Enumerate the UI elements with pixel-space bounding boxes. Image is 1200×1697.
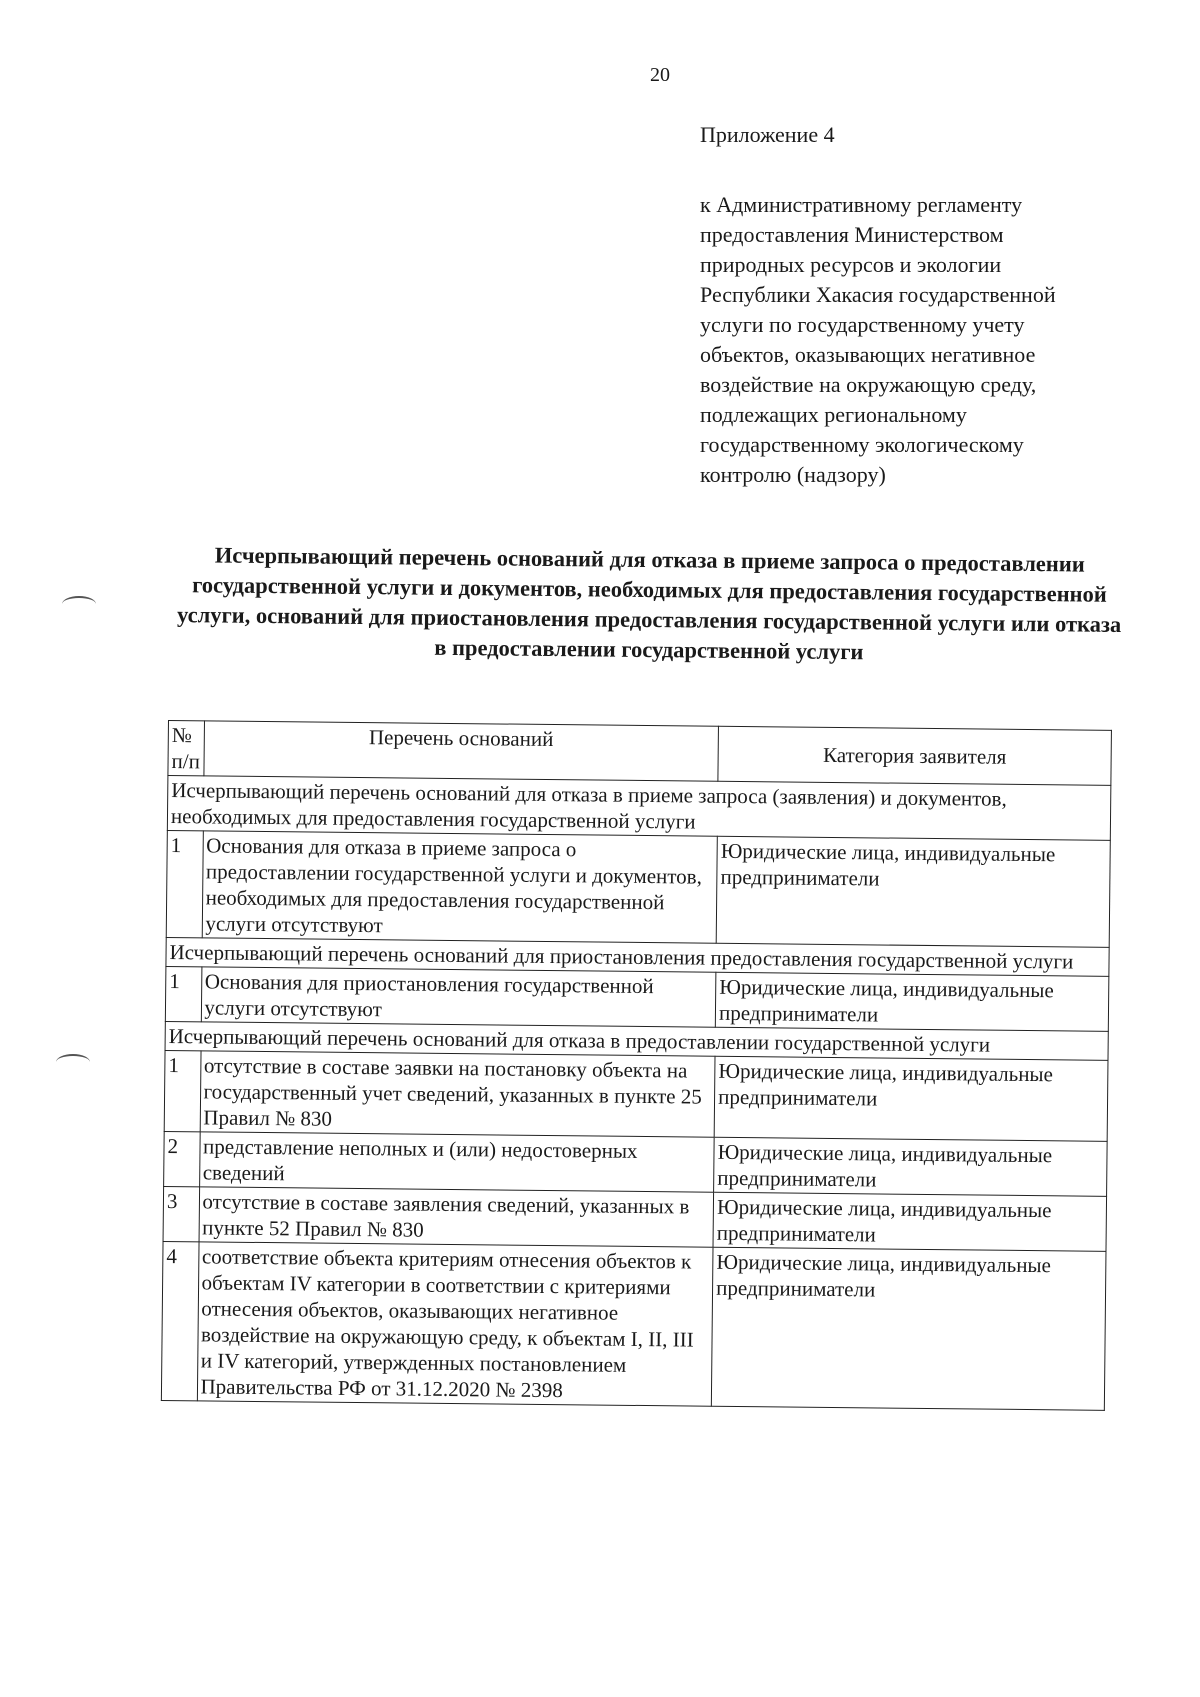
document-title: Исчерпывающий перечень оснований для отказа в приеме запроса о предоставлении государственной услуги и документов, необходимых для предоставления государственной услуги, оснований для приостановления предоставления государственной услуги или отказа в предоставлении государственной услуги: [176, 542, 1122, 665]
header-basis: Перечень оснований: [203, 721, 718, 781]
section-row: [167, 776, 1111, 841]
reasons-table: [161, 720, 1112, 1411]
table-header-row: [168, 721, 1112, 786]
row-category: Юридические лица, индивидуальные предприниматели: [715, 972, 1108, 1031]
row-basis: Основания для приостановления государственной услуги отсутствуют: [201, 967, 716, 1027]
punch-hole-mark-bottom: [56, 1054, 90, 1070]
table-row: [161, 1241, 1106, 1410]
header-category: Категория заявителя: [718, 726, 1111, 785]
row-category: Юридические лица, индивидуальные предприниматели: [713, 1192, 1106, 1251]
reference-line: к Административному регламенту: [700, 192, 1023, 217]
reference-line: контролю (надзору): [700, 462, 886, 487]
table-row: [166, 830, 1110, 947]
reference-line: объектов, оказывающих негативное: [700, 342, 1036, 367]
row-num: 3: [163, 1186, 199, 1241]
row-basis: отсутствие в составе заявления сведений, указанных в пункте 52 Правил № 830: [199, 1187, 714, 1247]
table-row: [164, 1131, 1108, 1196]
row-basis: соответствие объекта критериям отнесения объектов к объектам IV категории в соответствии с критериями отнесения объектов, оказывающих негативное воздействие на окружающую среду, к объектам I, II, III и IV категорий, утвержденных постановлением Правительства РФ от 31.12.2020 № 2398: [197, 1242, 713, 1406]
reference-line: подлежащих региональному: [700, 402, 967, 427]
row-basis: Основания для отказа в приеме запроса о предоставлении государственной услуги и документов, необходимых для предоставления государственной услуги отсутствуют: [202, 831, 718, 943]
row-basis: представление неполных и (или) недостоверных сведений: [199, 1132, 714, 1192]
punch-hole-mark-top: [62, 596, 96, 612]
reference-line: Республики Хакасия государственной: [700, 282, 1056, 307]
reference-line: государственному экологическому: [700, 432, 1024, 457]
row-category: Юридические лица, индивидуальные предприниматели: [714, 1137, 1107, 1196]
table-row: [165, 966, 1109, 1031]
row-num: 1: [166, 830, 203, 937]
section-title: Исчерпывающий перечень оснований для отказа в предоставлении государственной услуги: [165, 1021, 1108, 1060]
row-num: 2: [164, 1131, 200, 1186]
section-title: Исчерпывающий перечень оснований для отказа в приеме запроса (заявления) и документов, необходимых для предоставления государственной услуги: [167, 776, 1111, 841]
row-num: 1: [164, 1050, 200, 1131]
table-row: [163, 1186, 1107, 1251]
appendix-reference: [700, 190, 1140, 490]
reference-line: услуги по государственному учету: [700, 312, 1025, 337]
appendix-label: Приложение 4: [700, 122, 835, 147]
section-title: Исчерпывающий перечень оснований для приостановления предоставления государственной услуги: [166, 937, 1109, 976]
row-category: Юридические лица, индивидуальные предприниматели: [711, 1247, 1106, 1410]
reference-line: предоставления Министерством: [700, 222, 1004, 247]
row-basis: отсутствие в составе заявки на постановку объекта на государственный учет сведений, указанных в пункте 25 Правил № 830: [200, 1051, 715, 1137]
reference-line: воздействие на окружающую среду,: [700, 372, 1037, 397]
header-num: № п/п: [168, 721, 204, 776]
row-num: 1: [165, 966, 201, 1021]
row-num: 4: [161, 1241, 198, 1400]
reference-line: природных ресурсов и экологии: [700, 252, 1002, 277]
table-row: [164, 1050, 1108, 1141]
row-category: Юридические лица, индивидуальные предприниматели: [714, 1056, 1108, 1141]
page-number: 20: [650, 64, 670, 86]
row-category: Юридические лица, индивидуальные предприниматели: [716, 836, 1110, 947]
